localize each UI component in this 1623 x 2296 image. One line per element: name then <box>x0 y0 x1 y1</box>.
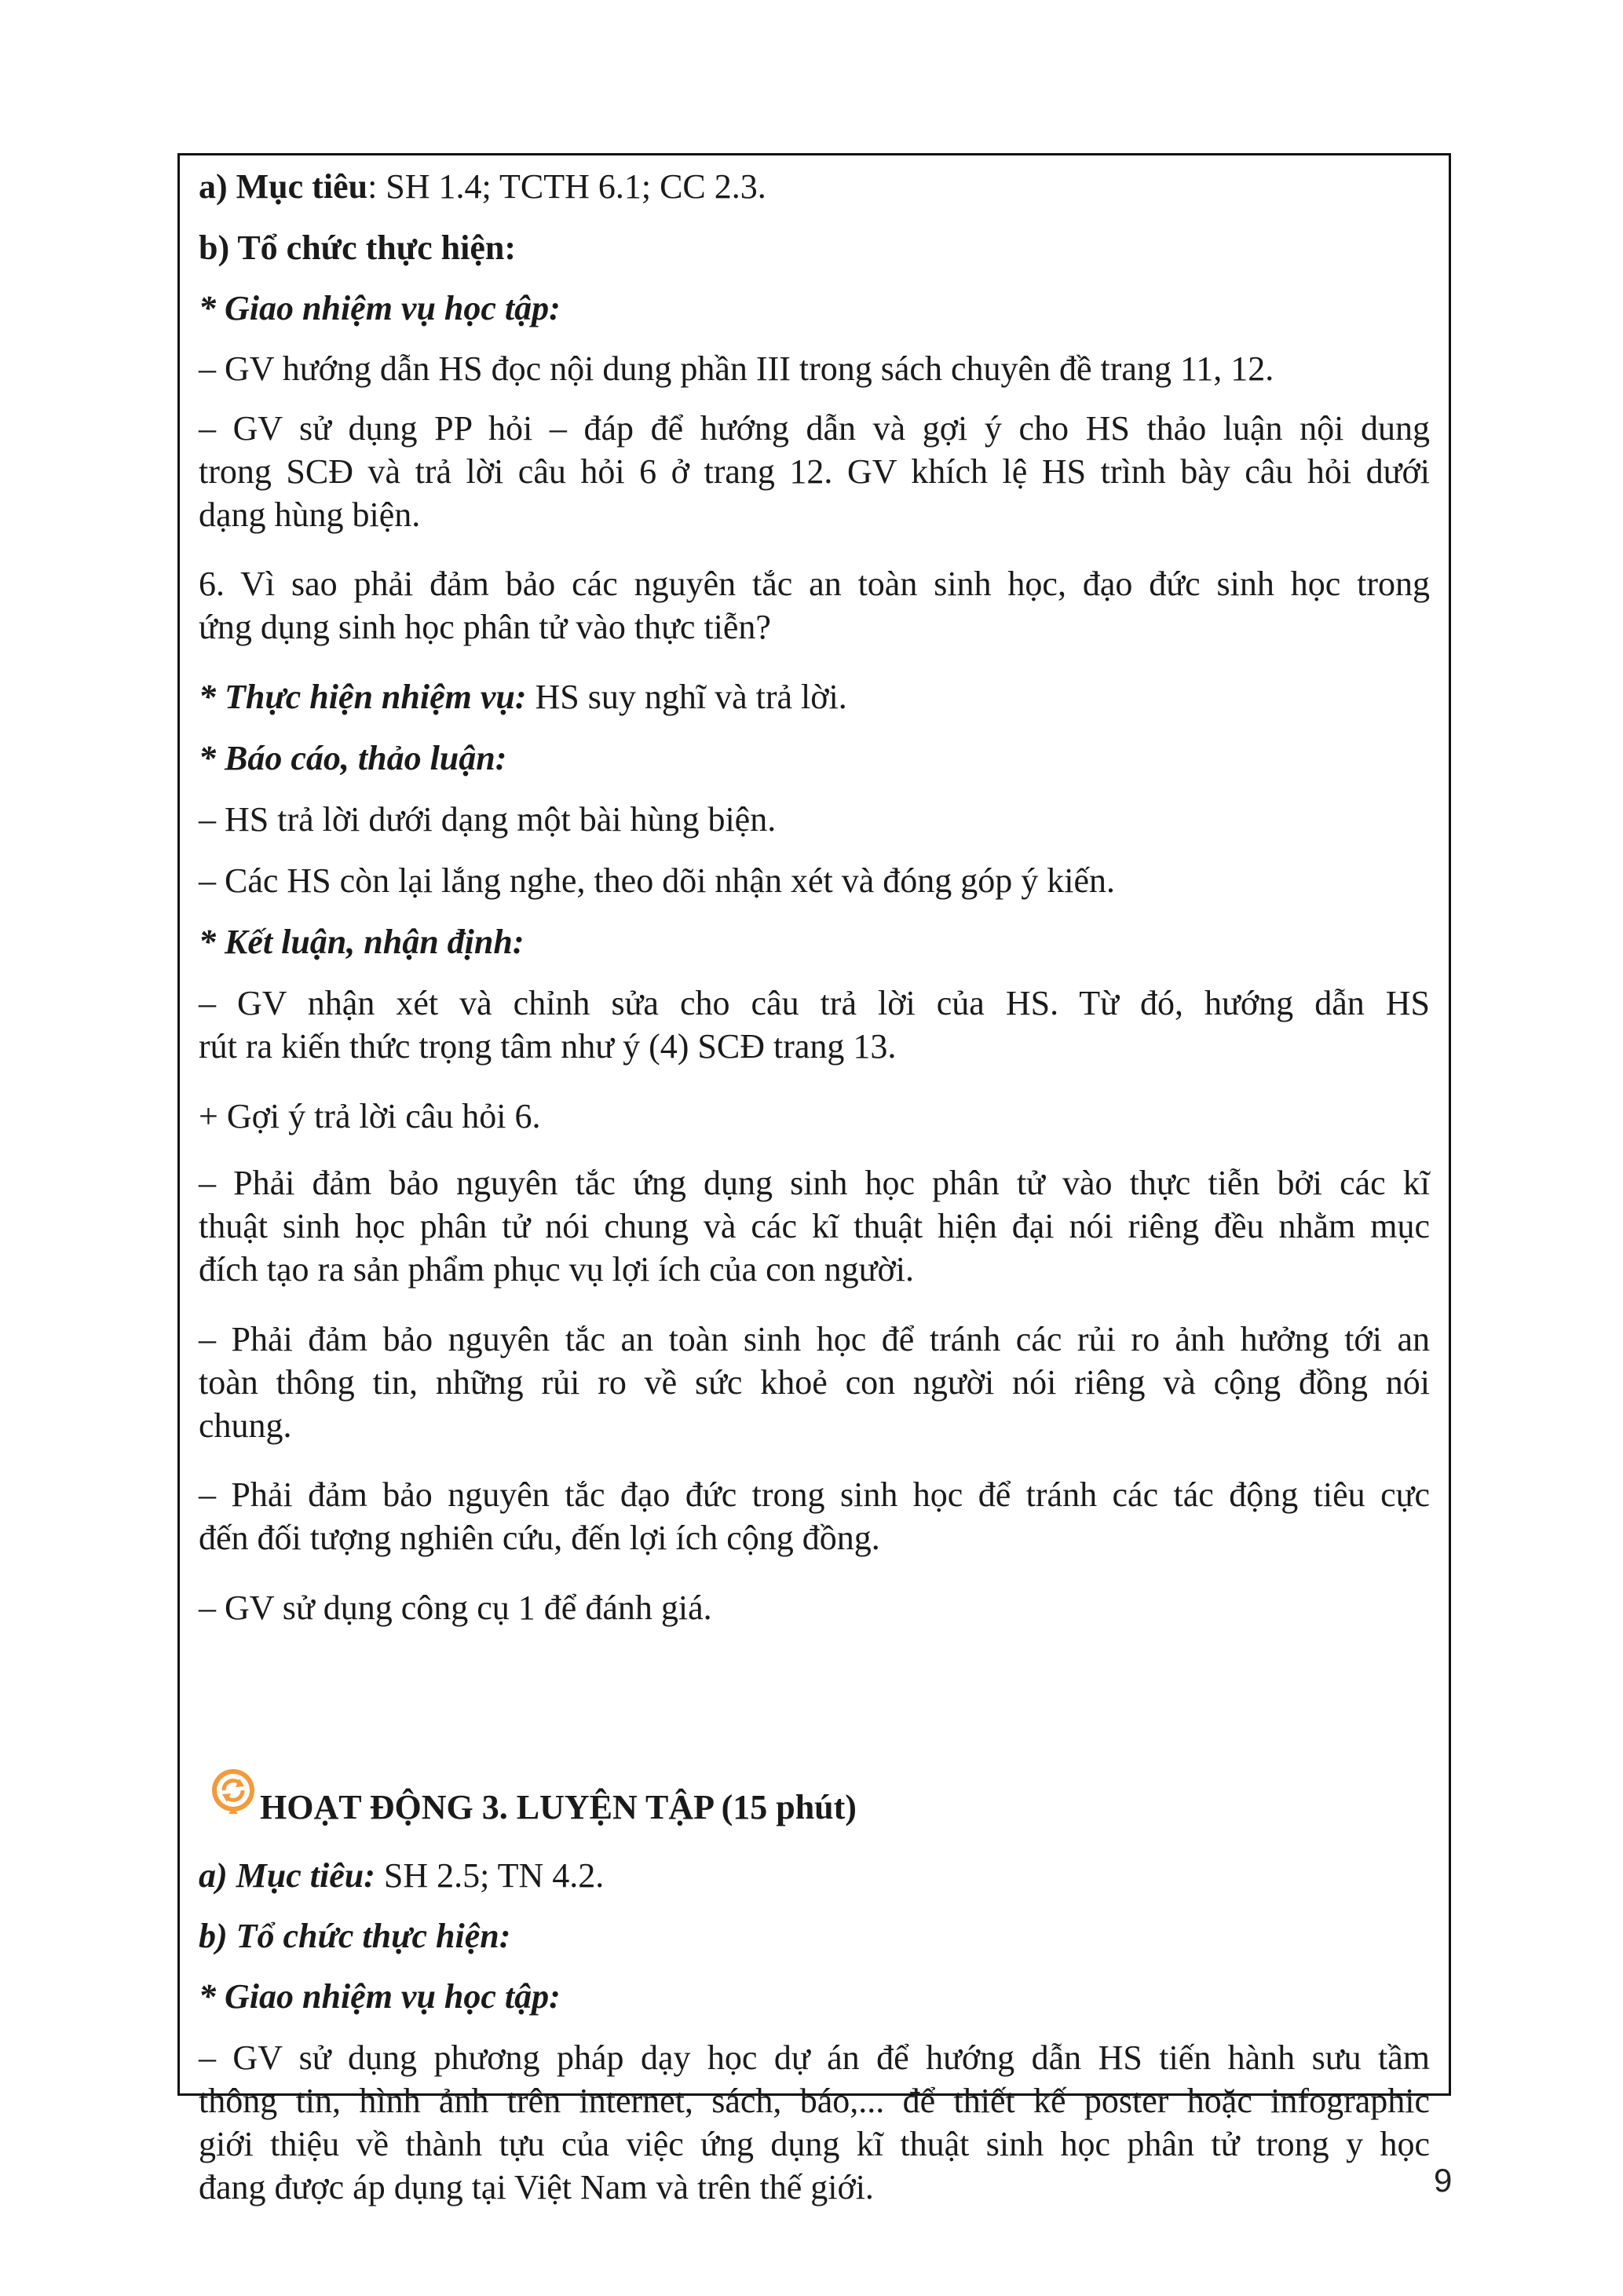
principle-2-line-3: chung. <box>199 1406 292 1445</box>
hint-line: + Gợi ý trả lời câu hỏi 6. <box>199 1097 541 1135</box>
objective-text-2: SH 2.5; TN 4.2. <box>375 1856 605 1895</box>
conclusion-line-1: – GV nhận xét và chỉnh sửa cho câu trả lời của HS. Từ đó, hướng dẫn HS <box>199 984 1430 1022</box>
project-line-4: đang được áp dụng tại Việt Nam và trên thế giới. <box>199 2168 874 2206</box>
objective-text: : SH 1.4; TCTH 6.1; CC 2.3. <box>367 167 766 206</box>
task-heading-2: * Giao nhiệm vụ học tập: <box>199 1977 561 2016</box>
para-guide: – GV hướng dẫn HS đọc nội dung phần III trong sách chuyên đề trang 11, 12. <box>199 349 1274 388</box>
principle-2-line-1: – Phải đảm bảo nguyên tắc an toàn sinh học để tránh các rủi ro ảnh hưởng tới an <box>199 1320 1430 1358</box>
refresh-activity-icon <box>210 1765 257 1820</box>
perform-label: * Thực hiện nhiệm vụ: <box>199 678 527 716</box>
question-6-line-2: ứng dụng sinh học phân tử vào thực tiễn? <box>199 608 771 646</box>
activity-3-heading: HOẠT ĐỘNG 3. LUYỆN TẬP (15 phút) <box>260 1788 857 1826</box>
objective-label: a) Mục tiêu <box>199 167 368 206</box>
objective-line-2 <box>199 1854 1430 1897</box>
objective-label-2: a) Mục tiêu: <box>199 1856 375 1895</box>
report-item-2: – Các HS còn lại lắng nghe, theo dõi nhận xét và đóng góp ý kiến. <box>199 861 1115 900</box>
perform-line <box>199 675 1430 718</box>
principle-3-line-2: đến đối tượng nghiên cứu, đến lợi ích cộng đồng. <box>199 1519 880 1557</box>
para-method-line-1: – GV sử dụng PP hỏi – đáp để hướng dẫn và gợi ý cho HS thảo luận nội dung <box>199 409 1430 448</box>
report-heading: * Báo cáo, thảo luận: <box>199 739 507 777</box>
objective-line-1 <box>199 165 1430 208</box>
project-line-1: – GV sử dụng phương pháp dạy học dự án để hướng dẫn HS tiến hành sưu tầm <box>199 2038 1430 2077</box>
para-method-line-3: dạng hùng biện. <box>199 495 421 534</box>
perform-text: HS suy nghĩ và trả lời. <box>526 678 847 716</box>
organization-heading: b) Tổ chức thực hiện: <box>199 229 517 267</box>
organization-heading-2: b) Tổ chức thực hiện: <box>199 1917 511 1955</box>
principle-1-line-1: – Phải đảm bảo nguyên tắc ứng dụng sinh học phân tử vào thực tiễn bởi các kĩ <box>199 1164 1430 1202</box>
para-method-line-2: trong SCĐ và trả lời câu hỏi 6 ở trang 12. GV khích lệ HS trình bày câu hỏi dưới <box>199 452 1430 491</box>
principle-3-line-1: – Phải đảm bảo nguyên tắc đạo đức trong sinh học để tránh các tác động tiêu cực <box>199 1475 1430 1514</box>
report-item-1: – HS trả lời dưới dạng một bài hùng biện. <box>199 800 777 839</box>
page-number: 9 <box>1434 2162 1453 2199</box>
project-line-2: thông tin, hình ảnh trên internet, sách, báo,... để thiết kế poster hoặc infographic <box>199 2082 1430 2120</box>
task-heading: * Giao nhiệm vụ học tập: <box>199 289 561 327</box>
principle-2-line-2: toàn thông tin, những rủi ro về sức khoẻ con người nói riêng và cộng đồng nói <box>199 1363 1430 1402</box>
conclusion-line-2: rút ra kiến thức trọng tâm như ý (4) SCĐ trang 13. <box>199 1027 897 1066</box>
content-frame <box>177 153 1451 2206</box>
tool-line: – GV sử dụng công cụ 1 để đánh giá. <box>199 1589 712 1627</box>
principle-1-line-3: đích tạo ra sản phẩm phục vụ lợi ích của con người. <box>199 1250 915 1289</box>
question-6-line-1: 6. Vì sao phải đảm bảo các nguyên tắc an toàn sinh học, đạo đức sinh học trong <box>199 565 1430 603</box>
conclusion-heading: * Kết luận, nhận định: <box>199 923 525 961</box>
principle-1-line-2: thuật sinh học phân tử nói chung và các kĩ thuật hiện đại nói riêng đều nhằm mục <box>199 1207 1430 1245</box>
project-line-3: giới thiệu về thành tựu của việc ứng dụng kĩ thuật sinh học phân tử trong y học <box>199 2125 1430 2163</box>
